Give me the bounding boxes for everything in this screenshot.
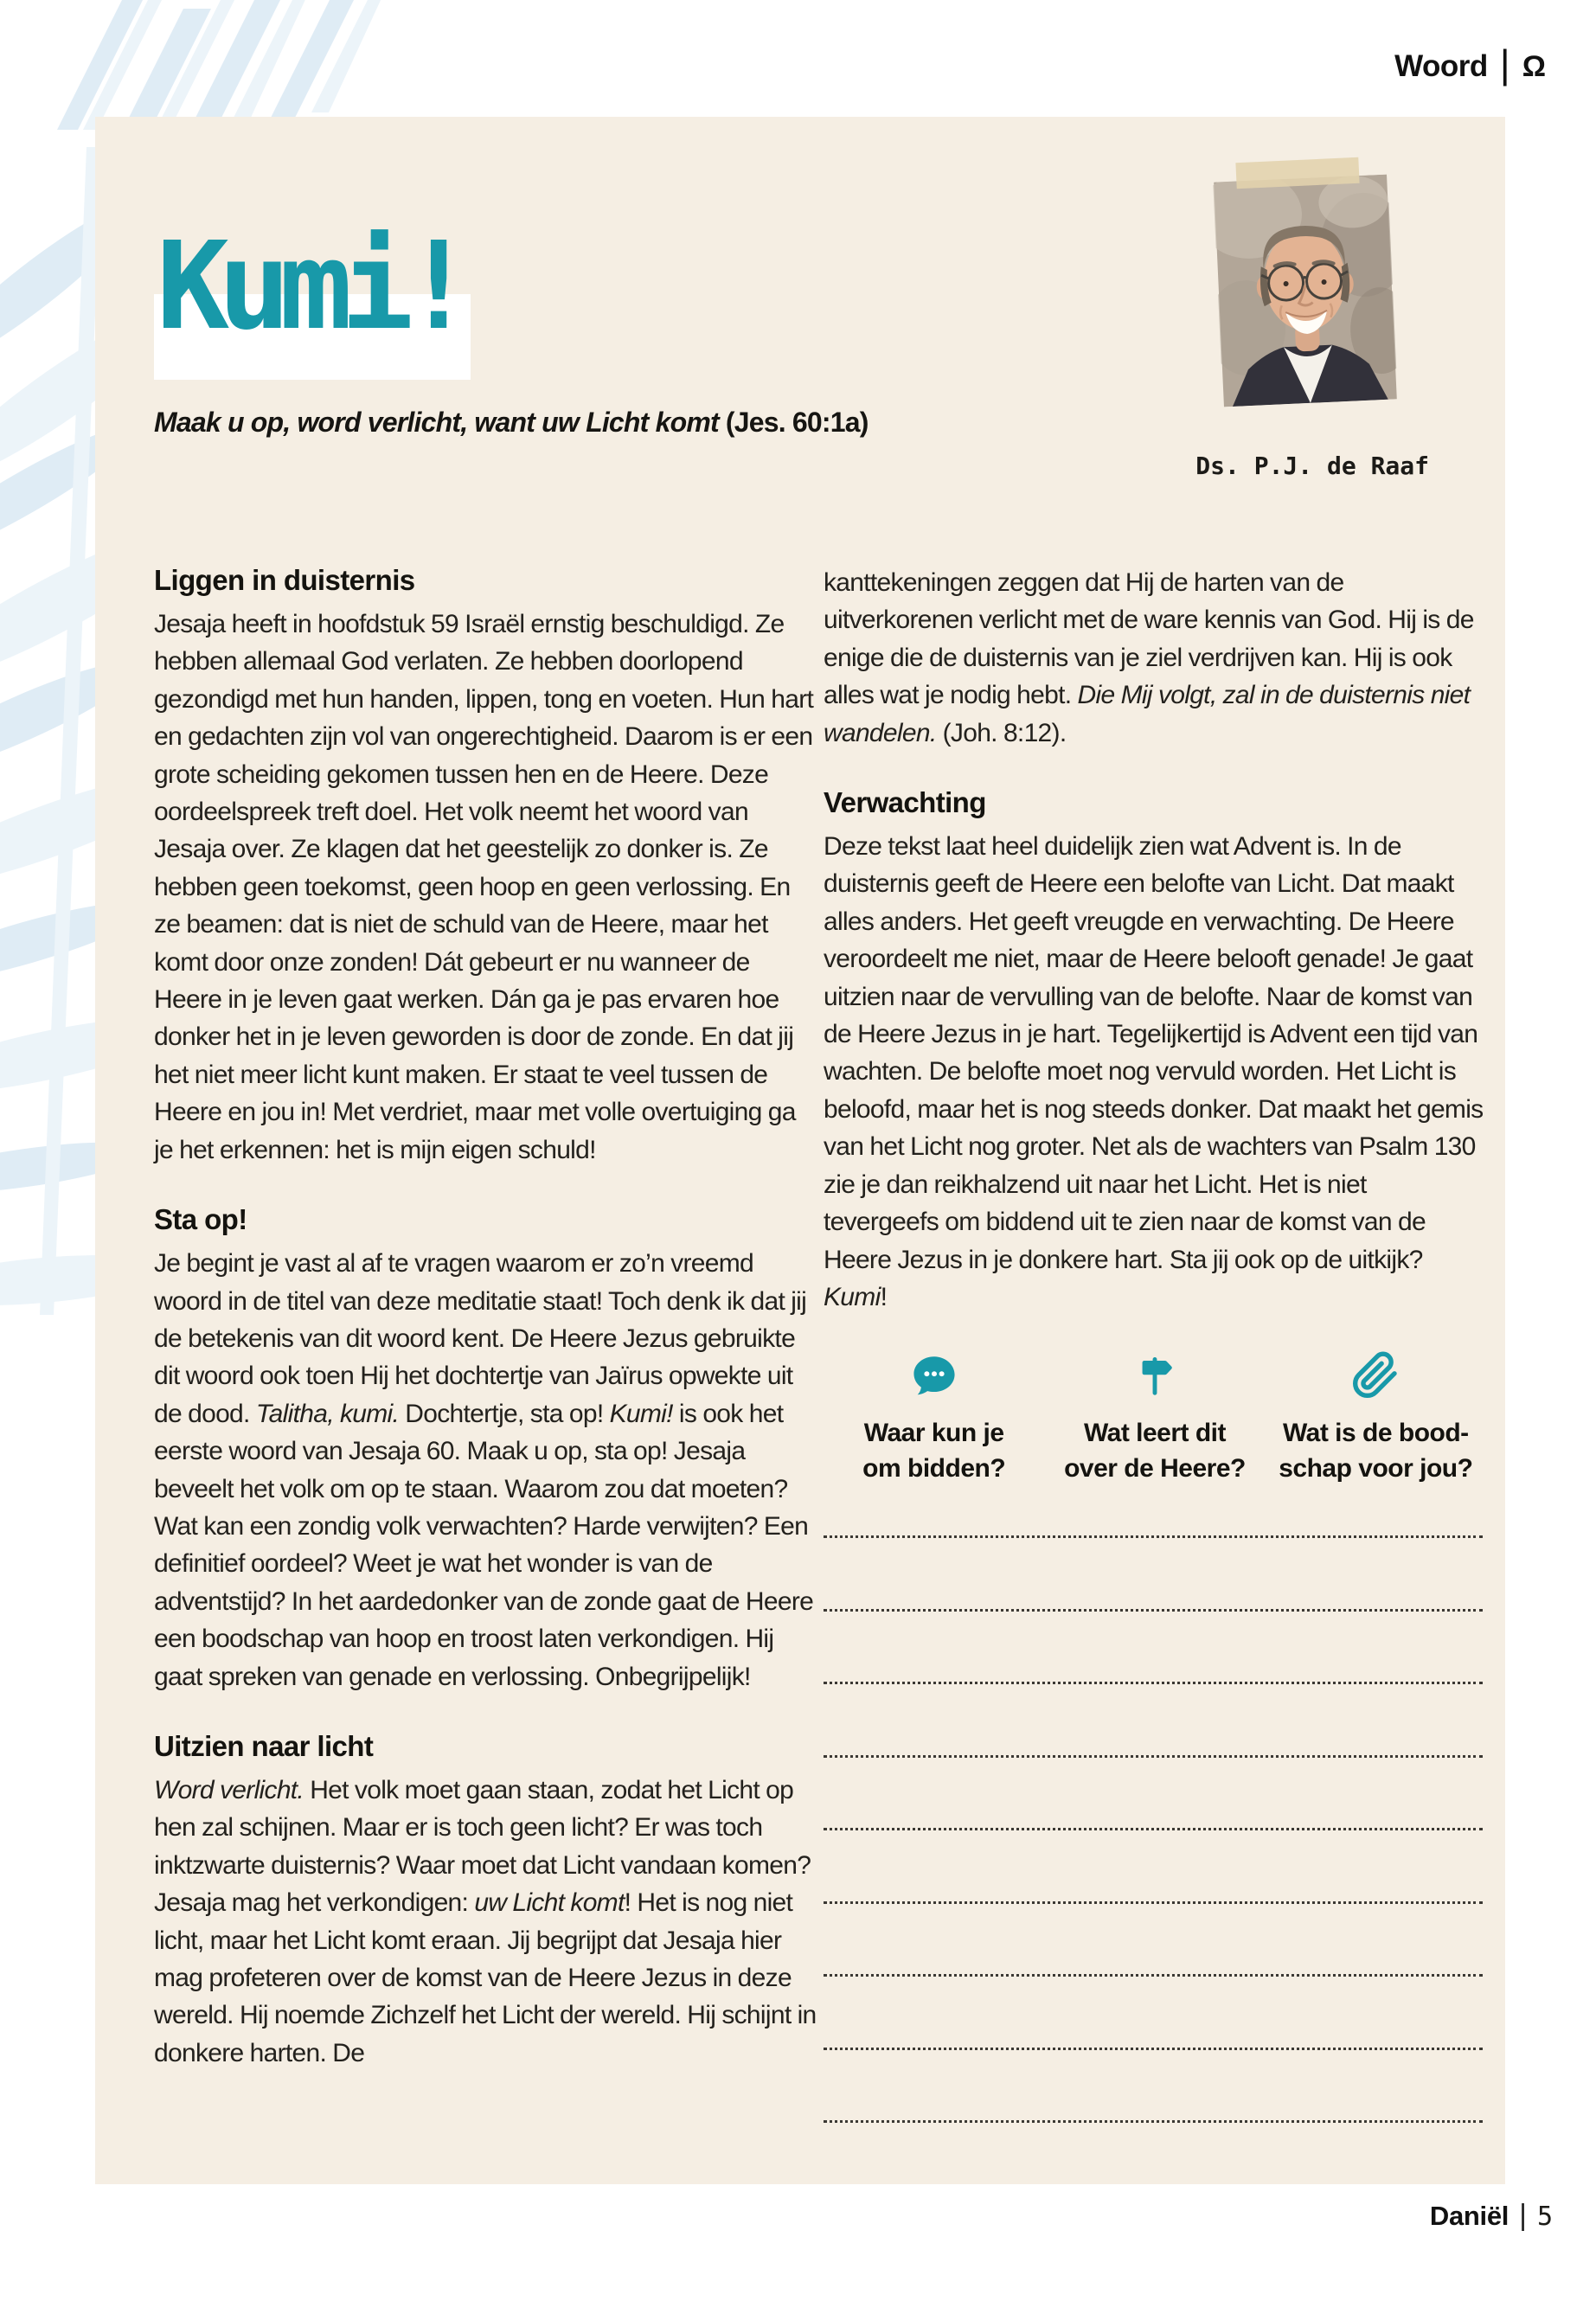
prompt-label: Wat is de bood- schap voor jou? (1279, 1419, 1473, 1483)
page-footer (1430, 2199, 1553, 2233)
body-paragraph (154, 1245, 817, 1695)
emphasized-text: Kumi (824, 1282, 881, 1311)
magazine-name: Daniël (1429, 2201, 1509, 2231)
body-paragraph (824, 564, 1486, 752)
article-column-right (824, 564, 1486, 1316)
body-text: (Joh. 8:12). (936, 718, 1067, 747)
section-heading: Verwachting (824, 786, 986, 819)
section-heading: Uitzien naar licht (154, 1729, 374, 1762)
body-paragraph (154, 1772, 817, 2072)
body-text: Deze tekst laat heel duidelijk zien wat Advent is. In de duisternis geeft de Heere een belofte van Licht. Dat maakt alles anders. Het geeft vreugde en verwachting. De Heere veroordeelt me niet, maar de Heere belooft genade! Je gaat uitzien naar de vervulling van de belofte. Naar de komst van de Heere Jezus in je hart. Tegelijkertijd is Advent een tijd van wachten. De belofte moet nog vervuld worden. Het Licht is beloofd, maar het is nog steeds donker. Dat maakt het gemis van het Licht nog groter. Net als de wachters van Psalm 130 zie je dan reikhalzend uit naar het Licht. Het is niet tevergeefs om biddend uit te zien naar de komst van de Heere Jezus in je donkere hart. Sta jij ook op de uitkijk? (824, 832, 1484, 1274)
body-text: ! Het is nog niet licht, maar het Licht komt eraan. Jij begrijpt dat Jesaja hier mag profeteren over de komst van de Heere Jezus in deze wereld. Hij noemde Zichzelf het Licht der wereld. Hij schijnt in donkere harten. De (154, 1888, 817, 2067)
body-text: Het volk moet gaan staan, zodat het Licht op hen zal schijnen. Maar er is toch geen licht? Er was toch inktzwarte duisternis? Waar moet dat Licht vandaan komen? Jesaja mag het verkondigen: (154, 1775, 811, 1918)
author-name: Ds. P.J. de Raaf (1195, 452, 1429, 480)
header-section-label: Woord (1394, 49, 1488, 83)
emphasized-text: Word verlicht. (154, 1775, 304, 1804)
section-heading: Liggen in duisternis (154, 564, 415, 596)
author-photo (1213, 175, 1398, 407)
page-header (1394, 42, 1546, 87)
article-column-left (154, 564, 817, 2072)
prompt-label: Wat leert dit over de Heere? (1064, 1419, 1246, 1483)
header-divider: | (1499, 42, 1510, 87)
page-number: 5 (1536, 2202, 1553, 2232)
section-heading: Sta op! (154, 1203, 247, 1236)
speech-bubble-icon (909, 1349, 959, 1401)
body-paragraph (154, 606, 817, 1169)
prompt-item (824, 1349, 1044, 1486)
paperclip-icon (1351, 1349, 1400, 1401)
prompt-item (1266, 1349, 1486, 1486)
body-text: Jesaja heeft in hoofdstuk 59 Israël ernstig beschuldigd. Ze hebben allemaal God verlaten. Ze hebben doorlopend gezondigd met hun handen, lippen, tong en voeten. Hun hart en gedachten zijn vol van ongerechtigheid. Daarom is er een grote scheiding gekomen tussen hen en de Heere. Deze oordeelspreek treft doel. Het volk neemt het woord van Jesaja over. Ze klagen dat het geestelijk zo donker is. Ze hebben geen toekomst, geen hoop en geen verlossing. En ze beamen: dat is niet de schuld van de Heere, maar het komt door onze zonden! Dát gebeurt er nu wanneer de Heere in je leven gaat werken. Dán ga je pas ervaren hoe donker het in je leven geworden is door de zonde. En dat jij het niet meer licht kunt maken. Er staat te veel tussen de Heere en jou in! Met verdriet, maar met volle overtuiging ga je het erkennen: het is mijn eigen schuld! (154, 610, 814, 1164)
footer-divider: | (1519, 2199, 1527, 2232)
prompt-item (1044, 1349, 1265, 1486)
subtitle-reference: (Jes. 60:1a) (725, 407, 869, 438)
photo-tape (1235, 157, 1359, 189)
emphasized-text: uw Licht komt (474, 1888, 625, 1918)
body-text: is ook het eerste woord van Jesaja 60. Maak u op, sta op! Jesaja beveelt het volk om op te staan. Waarom zou dat moeten? Wat kan een zondig volk verwachten? Harde verwijten? Een definitief oordeel? Weet je wat het wonder is van de adventstijd? In het aardedonker van de zonde gaat de Heere een boodschap van hoop en troost laten verkondigen. Hij gaat spreken van genade en verlossing. Onbegrijpelijk! (154, 1399, 814, 1691)
article-subtitle (154, 407, 869, 439)
magazine-logo-omega-icon: Ω (1522, 49, 1546, 83)
prompt-label: Waar kun je om bidden? (862, 1419, 1006, 1483)
signpost-icon (1131, 1349, 1179, 1401)
body-text: ! (880, 1282, 888, 1311)
emphasized-text: Talitha, kumi. (255, 1399, 400, 1428)
body-text: kanttekeningen zeggen dat Hij de harten van de uitverkorenen verlicht met de ware kennis van God. Hij is de enige die de duisternis van je ziel verdrijven kan. Hij is ook alles wat je nodig hebt. (824, 568, 1474, 710)
body-text: Dochtertje, sta op! (399, 1399, 610, 1428)
subtitle-verse: Maak u op, word verlicht, want uw Licht komt (154, 407, 719, 438)
reflection-prompts (824, 1349, 1486, 1486)
body-paragraph (824, 828, 1486, 1316)
article-title: Kumi! (157, 216, 464, 357)
body-text: Je begint je vast al af te vragen waarom er zo’n vreemd woord in de titel van deze meditatie staat! Toch denk ik dat jij de betekenis van dit woord kent. De Heere Jezus gebruikte dit woord ook toen Hij het dochtertje van Jaïrus opwekte uit de dood. (154, 1249, 807, 1428)
portrait-image (1213, 175, 1398, 407)
emphasized-text: Kumi! (609, 1399, 673, 1428)
emphasized-text: Die Mij volgt, zal in de duisternis niet wandelen. (824, 681, 1471, 747)
